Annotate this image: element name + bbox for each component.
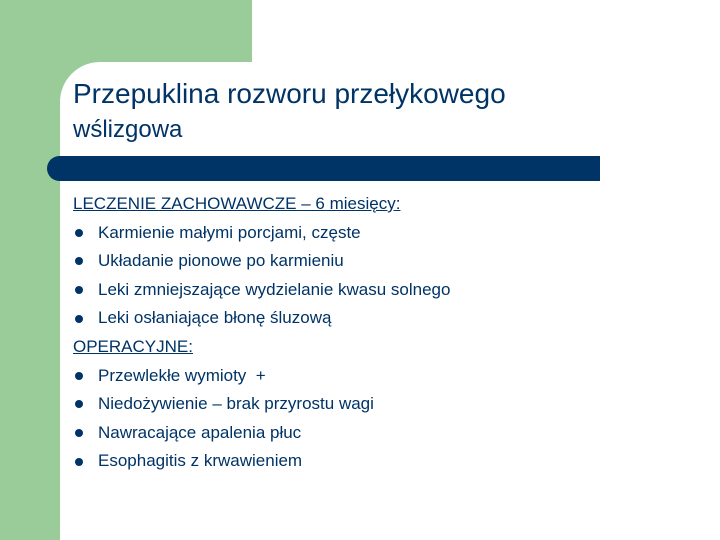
- bullet-icon: [75, 372, 83, 380]
- slide-title-line1: Przepuklina rozworu przełykowego: [73, 78, 506, 109]
- list-item-text: Niedożywienie – brak przyrostu wagi: [98, 394, 374, 414]
- bullet-icon: [75, 458, 83, 466]
- list-item: [73, 419, 693, 448]
- bullet-icon: [75, 400, 83, 408]
- list-item: [73, 247, 693, 276]
- list-item-text: Nawracające apalenia płuc: [98, 422, 302, 442]
- bullet-icon: [75, 286, 83, 294]
- title-divider-bar: [47, 156, 600, 181]
- list-item-text: Leki osłaniające błonę śluzową: [98, 308, 332, 328]
- list-item: [73, 304, 693, 333]
- list-item: [73, 390, 693, 419]
- slide-body: [73, 190, 693, 476]
- list-item-text: Karmienie małymi porcjami, częste: [98, 222, 361, 242]
- bullet-icon: [75, 257, 83, 265]
- list-item: [73, 362, 693, 391]
- list-item-text: Przewlekłe wymioty +: [98, 365, 266, 385]
- section-heading-conservative: LECZENIE ZACHOWAWCZE – 6 miesięcy:: [73, 194, 401, 213]
- slide-title: [73, 76, 693, 148]
- bullet-icon: [75, 315, 83, 323]
- list-item-text: Leki zmniejszające wydzielanie kwasu solnego: [98, 279, 451, 299]
- bullet-icon: [75, 229, 83, 237]
- list-item-text: Esophagitis z krwawieniem: [98, 451, 303, 471]
- list-item-text: Układanie pionowe po karmieniu: [98, 251, 344, 271]
- list-item: [73, 219, 693, 248]
- section-heading-surgical: OPERACYJNE:: [73, 336, 193, 356]
- slide-title-line2: wślizgowa: [73, 116, 183, 143]
- list-item: [73, 447, 693, 476]
- bullet-icon: [75, 429, 83, 437]
- list-item: [73, 276, 693, 305]
